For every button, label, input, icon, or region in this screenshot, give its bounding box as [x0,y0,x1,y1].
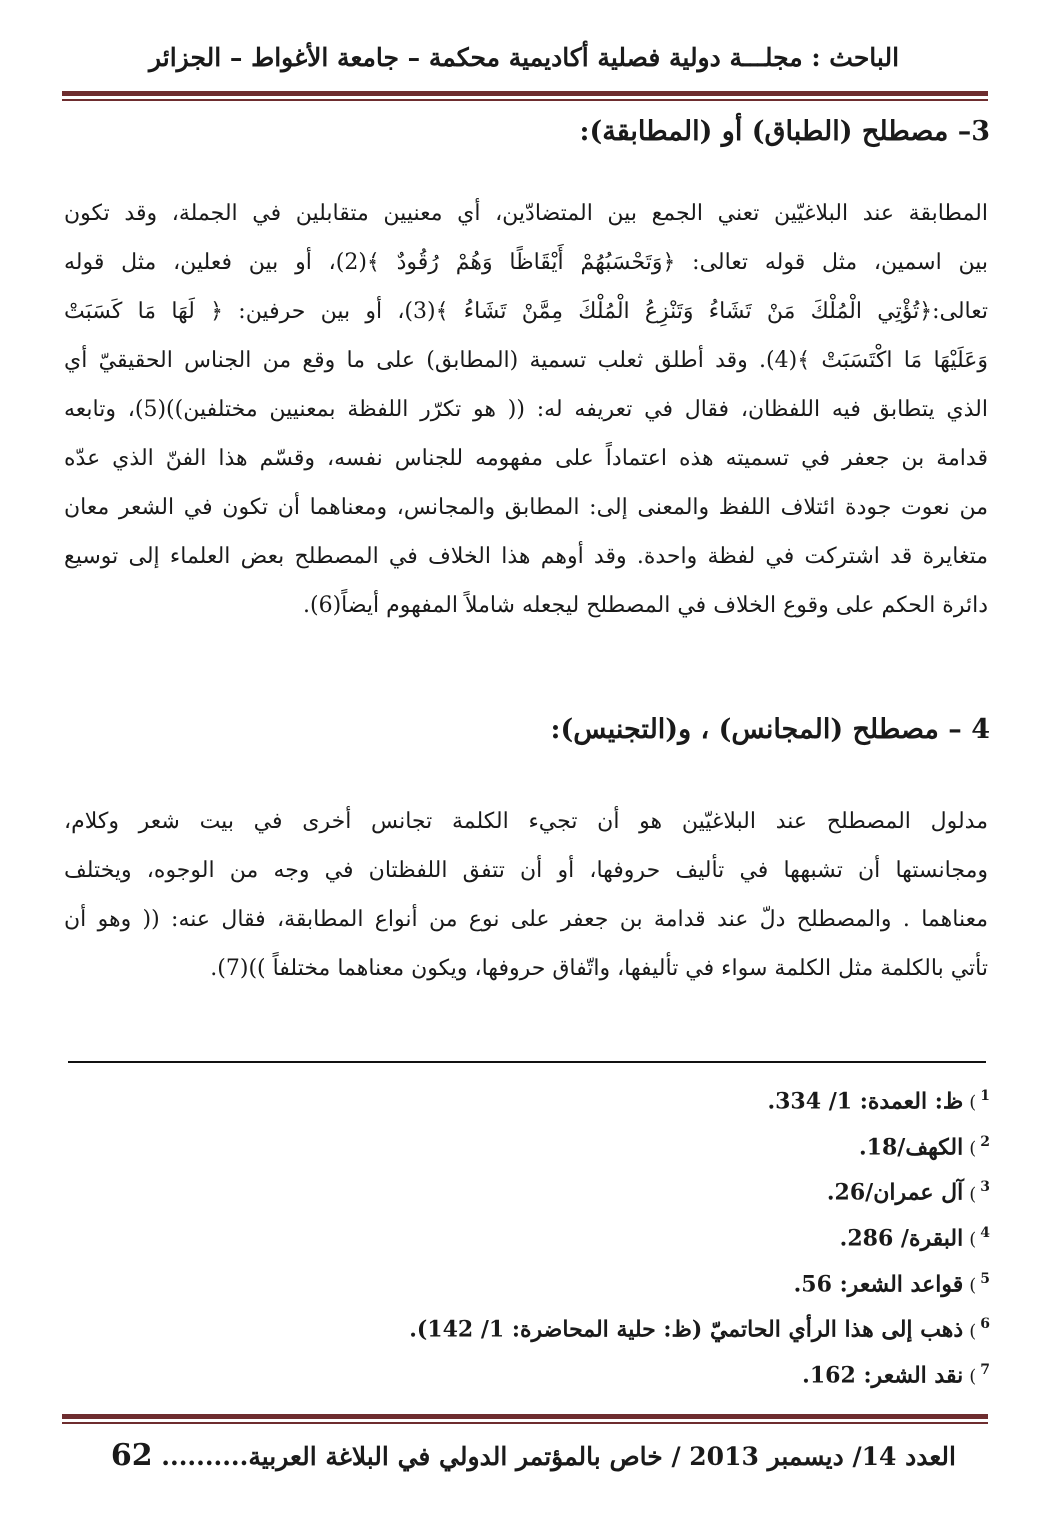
header-rule-thin [62,99,988,101]
footnote-item [90,1120,990,1166]
footnote-number: 4 [980,1225,990,1242]
footnote-number: 2 [980,1133,990,1150]
footer-rule-thin [62,1422,988,1424]
footnote-item [90,1211,990,1257]
paragraph-line: الذي يتطابق فيه اللفظان، فقال في تعريفه له: (( هو تكرّر اللفظة بمعنيين مختلفين))(5)، وتابعه [64,397,988,422]
footnote-number: 3 [980,1179,990,1196]
paragraph-line: مدلول المصطلح عند البلاغيّين هو أن تجيء الكلمة تجانس أخرى في بيت شعر وكلام، [64,809,988,834]
footnote-number: 6 [980,1316,990,1333]
paragraph-line: ومجانستها أن تشبهها في تأليف حروفها، أو أن تتفق اللفظتان في وجه من الوجوه، ويختلف [64,858,988,883]
paragraph-line: تعالى:﴿تُؤْتِي الْمُلْكَ مَنْ تَشَاءُ وَتَنْزِعُ الْمُلْكَ مِمَّنْ تَشَاءُ ﴾(3)، أو بين حرفين: ﴿ لَهَا مَا كَسَبَتْ [64,299,988,324]
paragraph-line: معناهما . والمصطلح دلّ عند قدامة بن جعفر على نوع من أنواع المطابقة، فقال عنه: (( وهو أن [64,907,988,932]
section-4-heading: 4 – مصطلح (المجانس) ، و(التجنيس): [550,714,990,745]
footnote-separator [68,1061,986,1063]
footnote-item [90,1165,990,1211]
footnote-text: البقرة/ 286. [839,1225,964,1252]
footnote-text: نقد الشعر: 162. [802,1362,964,1389]
header-rule-thick [62,91,988,96]
footnote-paren: ) [969,1229,977,1251]
footnote-text: ظ: العمدة: 1/ 334. [767,1088,964,1115]
issue-info: العدد 14/ ديسمبر 2013 / خاص بالمؤتمر الدولي في البلاغة العربية.......... [161,1442,956,1471]
issue-footer [100,1432,956,1481]
footnote-paren: ) [969,1275,977,1297]
footnote-paren: ) [969,1138,977,1160]
section-3-heading: 3– مصطلح (الطباق) أو (المطابقة): [579,116,990,147]
paragraph-line: تأتي بالكلمة مثل الكلمة سواء في تأليفها، واتّفاق حروفها، ويكون معناهما مختلفاً ))(7). [210,956,988,981]
journal-header: الباحث : مجلـــة دولية فصلية أكاديمية محكمة – جامعة الأغواط – الجزائر [148,43,900,72]
footnote-item [90,1074,990,1120]
footnote-text: ذهب إلى هذا الرأي الحاتميّ (ظ: حلية المحاضرة: 1/ 142). [409,1316,964,1343]
section-3-paragraph [64,189,988,630]
footer-rule-thick [62,1414,988,1419]
page-number: 62 [110,1438,153,1473]
footnote-text: آل عمران/26. [826,1179,964,1206]
footnote-number: 7 [980,1362,990,1379]
footnote-text: الكهف/18. [859,1134,964,1161]
footnote-number: 1 [980,1088,990,1104]
footnote-item [90,1302,990,1348]
footnotes [90,1074,990,1394]
footnote-item [90,1348,990,1394]
paragraph-line: متغايرة قد اشتركت في لفظة واحدة. وقد أوهم هذا الخلاف في المصطلح بعض العلماء إلى توسيع [64,544,988,569]
paragraph-line: المطابقة عند البلاغيّين تعني الجمع بين المتضادّين، أي معنيين متقابلين في الجملة، وقد تكون [64,201,988,226]
footnote-item [90,1257,990,1303]
paragraph-line: قدامة بن جعفر في تسميته هذه اعتماداً على مفهومه للجناس نفسه، وقسّم هذا الفنّ الذي عدّه [64,446,988,471]
paragraph-line: دائرة الحكم على وقوع الخلاف في المصطلح ليجعله شاملاً المفهوم أيضاً(6). [302,593,988,618]
footnote-text: قواعد الشعر: 56. [793,1271,964,1298]
paragraph-line: وَعَلَيْهَا مَا اكْتَسَبَتْ ﴾(4). وقد أطلق ثعلب تسمية (المطابق) على ما وقع من الجناس الحقيقيّ أي [64,348,988,373]
footnote-paren: ) [969,1366,977,1388]
footnote-paren: ) [969,1183,977,1205]
section-4-paragraph [64,797,988,993]
paragraph-line: من نعوت جودة ائتلاف اللفظ والمعنى إلى: المطابق والمجانس، ومعناهما أن تكون في الشعر معان [64,495,988,520]
paragraph-line: بين اسمين، مثل قوله تعالى: ﴿وَتَحْسَبُهُمْ أَيْقَاظًا وَهُمْ رُقُودٌ ﴾(2)، أو بين فعلين، مثل قوله [64,250,988,275]
footnote-paren: ) [969,1092,977,1114]
footnote-number: 5 [980,1270,990,1287]
footnote-paren: ) [969,1320,977,1342]
